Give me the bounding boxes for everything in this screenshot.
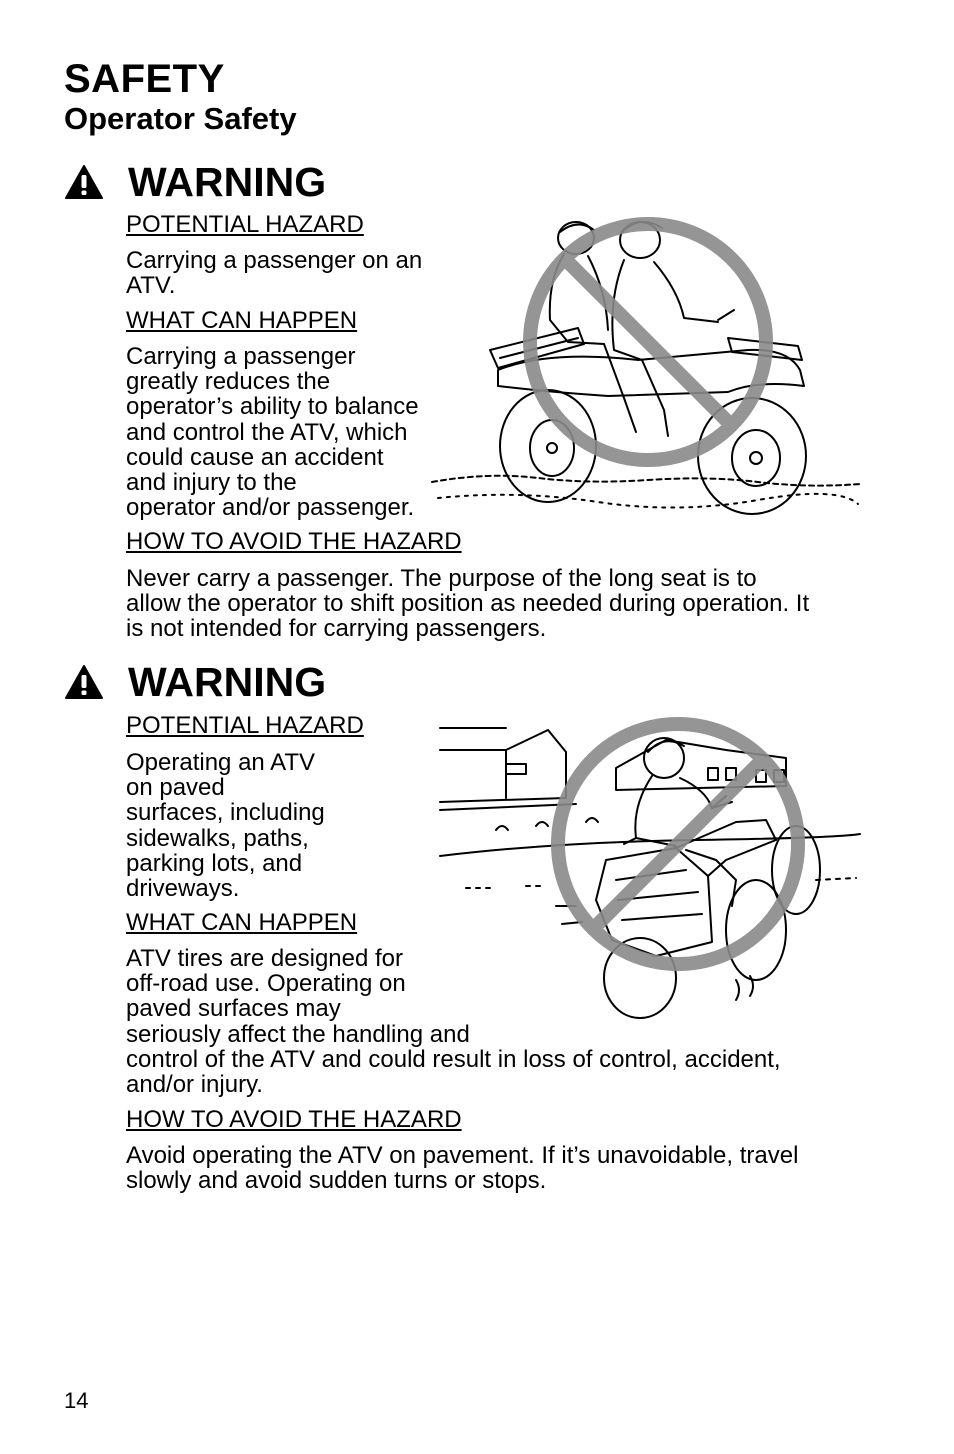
- warning-label: WARNING: [128, 159, 327, 205]
- warning-triangle-icon: [64, 664, 104, 700]
- how-to-avoid-heading: HOW TO AVOID THE HAZARD: [126, 528, 462, 555]
- how-to-avoid-text: Never carry a passenger. The purpose of the long seat is to allow the operator to shift position as needed during operation. It is not intended for carrying passengers.: [126, 565, 810, 643]
- potential-hazard-heading: POTENTIAL HAZARD: [126, 211, 364, 238]
- potential-hazard-text: Carrying a passenger on an ATV.: [126, 247, 423, 300]
- warning-heading-1: [64, 157, 326, 207]
- potential-hazard-text: Operating an ATV on paved surfaces, including sidewalks, paths, parking lots, and driveways.: [126, 749, 325, 903]
- warning-triangle-icon: [64, 164, 104, 200]
- how-to-avoid-text: Avoid operating the ATV on pavement. If it’s unavoidable, travel slowly and avoid sudden turns or stops.: [126, 1142, 799, 1195]
- page-number: 14: [64, 1388, 89, 1413]
- atv-passenger-illustration: [428, 210, 864, 520]
- section-title: SAFETY: [64, 57, 225, 101]
- how-to-avoid-heading: HOW TO AVOID THE HAZARD: [126, 1106, 462, 1133]
- what-can-happen-heading: WHAT CAN HAPPEN: [126, 909, 358, 936]
- what-can-happen-text: Carrying a passenger greatly reduces the operator’s ability to balance and control the ATV, which could cause an accident and injury to the operator and/or passenger.: [126, 343, 419, 522]
- what-can-happen-heading: WHAT CAN HAPPEN: [126, 307, 358, 334]
- warning-label: WARNING: [128, 659, 327, 705]
- warning-heading-2: [64, 657, 326, 707]
- atv-pavement-illustration: [436, 710, 864, 1030]
- subsection-title: Operator Safety: [64, 101, 297, 136]
- potential-hazard-heading: POTENTIAL HAZARD: [126, 712, 364, 739]
- what-can-happen-text: ATV tires are designed for off-road use. Operating on paved surfaces may seriously affect the handling and control of the ATV and could result in loss of control, accident, and/or injury.: [126, 945, 781, 1099]
